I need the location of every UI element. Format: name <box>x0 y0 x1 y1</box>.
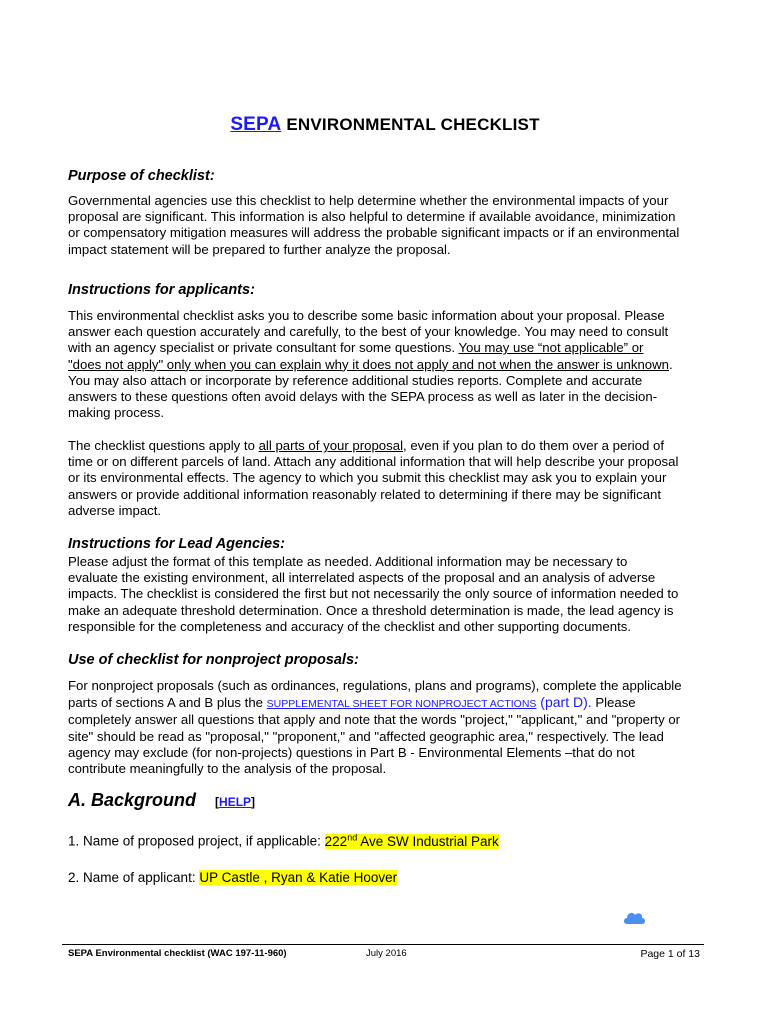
title-text: ENVIRONMENTAL CHECKLIST <box>281 115 540 134</box>
underlined-text: "does not apply" only when you can explain why it does not apply and not when the answer is unknown <box>68 356 669 372</box>
text-line: contribute meaningfully to the analysis of the proposal. <box>68 761 387 777</box>
underlined-text: all parts of your proposal <box>258 438 403 453</box>
text-line: time or on different parcels of land. Attach any additional information that will help describe your proposal <box>68 454 679 470</box>
text-span: with an agency specialist or private consultant for some questions. <box>68 340 459 356</box>
text-line: impact statement will be prepared to further analyze the proposal. <box>68 241 451 257</box>
section-a-heading <box>68 790 255 811</box>
help-bracket-close: ] <box>251 795 256 809</box>
text-line: evaluate the existing environment, all interrelated aspects of the proposal and an analysis of adverse <box>68 570 656 586</box>
text-line: making process. <box>68 405 165 421</box>
help-link-group <box>215 795 255 809</box>
text-line: impacts. The checklist is considered the first but not necessarily the only source of information needed to <box>68 586 679 602</box>
text-line: or its environmental effects. The agency to which you submit this checklist may ask you to explain your <box>68 470 667 486</box>
text-line: answers or provide additional information reasonably related to determining if there may be significant <box>68 486 662 502</box>
question-1-answer[interactable] <box>325 834 499 849</box>
text-line: make an adequate threshold determination. Once a threshold determination is made, the lead agency is <box>68 602 674 618</box>
applicants-paragraph-2 <box>68 438 708 519</box>
answer-superscript: nd <box>347 832 358 842</box>
underlined-text: You may use “not applicable” or <box>458 340 644 356</box>
sepa-link[interactable]: SEPA <box>230 114 282 135</box>
text-line <box>68 694 708 712</box>
question-2-label: 2. Name of applicant: <box>68 870 200 885</box>
text-line: Governmental agencies use this checklist to help determine whether the environmental impacts of your <box>68 193 669 208</box>
text-line: You may also attach or incorporate by reference additional studies reports. Complete and accurate <box>68 372 643 388</box>
question-2 <box>68 870 397 885</box>
text-span: The checklist questions apply to <box>68 438 259 453</box>
question-1-label: 1. Name of proposed project, if applicable: <box>68 833 325 849</box>
text-span: , even if you plan to do them over a period of <box>403 438 664 453</box>
footer-left: SEPA Environmental checklist (WAC 197-11-960) <box>68 948 287 959</box>
footer-divider <box>62 944 704 945</box>
text-line: answers to these questions often avoid delays with the SEPA process as well as later in the decision- <box>68 389 658 405</box>
question-2-answer[interactable]: UP Castle , Ryan & Katie Hoover <box>199 870 398 885</box>
text-line <box>68 438 708 454</box>
text-line: This environmental checklist asks you to describe some basic information about your proposal. Please <box>68 308 665 323</box>
text-line: agency may exclude (for non-projects) questions in Part B - Environmental Elements –that do not <box>68 744 635 760</box>
help-bracket-open: [ <box>215 795 220 809</box>
text-line: adverse impact. <box>68 502 162 518</box>
text-line: proposal are significant. This information is also helpful to determine if available avoidance, minimization <box>68 209 676 225</box>
text-line: For nonproject proposals (such as ordinances, regulations, plans and programs), complete the applicable <box>68 678 682 693</box>
footer-date: July 2016 <box>366 948 407 959</box>
supplemental-sheet-link[interactable]: SUPPLEMENTAL SHEET FOR NONPROJECT ACTIONS <box>266 698 537 711</box>
text-line <box>68 340 708 356</box>
text-line: site" should be read as "proposal," "proponent," and "affected geographic area," respectively. The lead <box>68 728 664 744</box>
question-1 <box>68 832 499 849</box>
help-link[interactable]: HELP <box>219 795 252 809</box>
nonproject-paragraph <box>68 678 708 777</box>
text-line: Please adjust the format of this template as needed. Additional information may be necessary to <box>68 554 628 569</box>
purpose-heading: Purpose of checklist: <box>68 168 215 184</box>
lead-agencies-heading: Instructions for Lead Agencies: <box>68 536 285 552</box>
text-span: Please <box>591 695 636 711</box>
nonproject-heading: Use of checklist for nonproject proposals: <box>68 652 359 668</box>
text-line: completely answer all questions that apply and note that the words "project," "applicant," and "property or <box>68 712 681 728</box>
lead-agencies-paragraph <box>68 554 708 635</box>
purpose-paragraph <box>68 193 708 258</box>
page-number: Page 1 of 13 <box>640 948 700 960</box>
text-span: parts of sections A and B plus the <box>68 695 267 711</box>
cloud-icon[interactable] <box>622 908 646 926</box>
part-d-link[interactable]: (part D). <box>536 694 592 711</box>
page-title <box>0 114 770 136</box>
text-span: . <box>668 356 673 372</box>
section-a-title: A. Background <box>68 790 197 810</box>
applicants-paragraph-1 <box>68 308 708 421</box>
applicants-heading: Instructions for applicants: <box>68 282 255 298</box>
text-line <box>68 357 708 373</box>
text-line: or compensatory mitigation measures will address the probable significant impacts or if an environmental <box>68 225 680 241</box>
text-line: responsible for the completeness and accuracy of the checklist and other supporting documents. <box>68 618 631 634</box>
text-line: answer each question accurately and carefully, to the best of your knowledge. You may need to consult <box>68 324 669 340</box>
answer-text: 222 <box>324 833 348 849</box>
answer-text: Ave SW Industrial Park <box>357 833 499 849</box>
